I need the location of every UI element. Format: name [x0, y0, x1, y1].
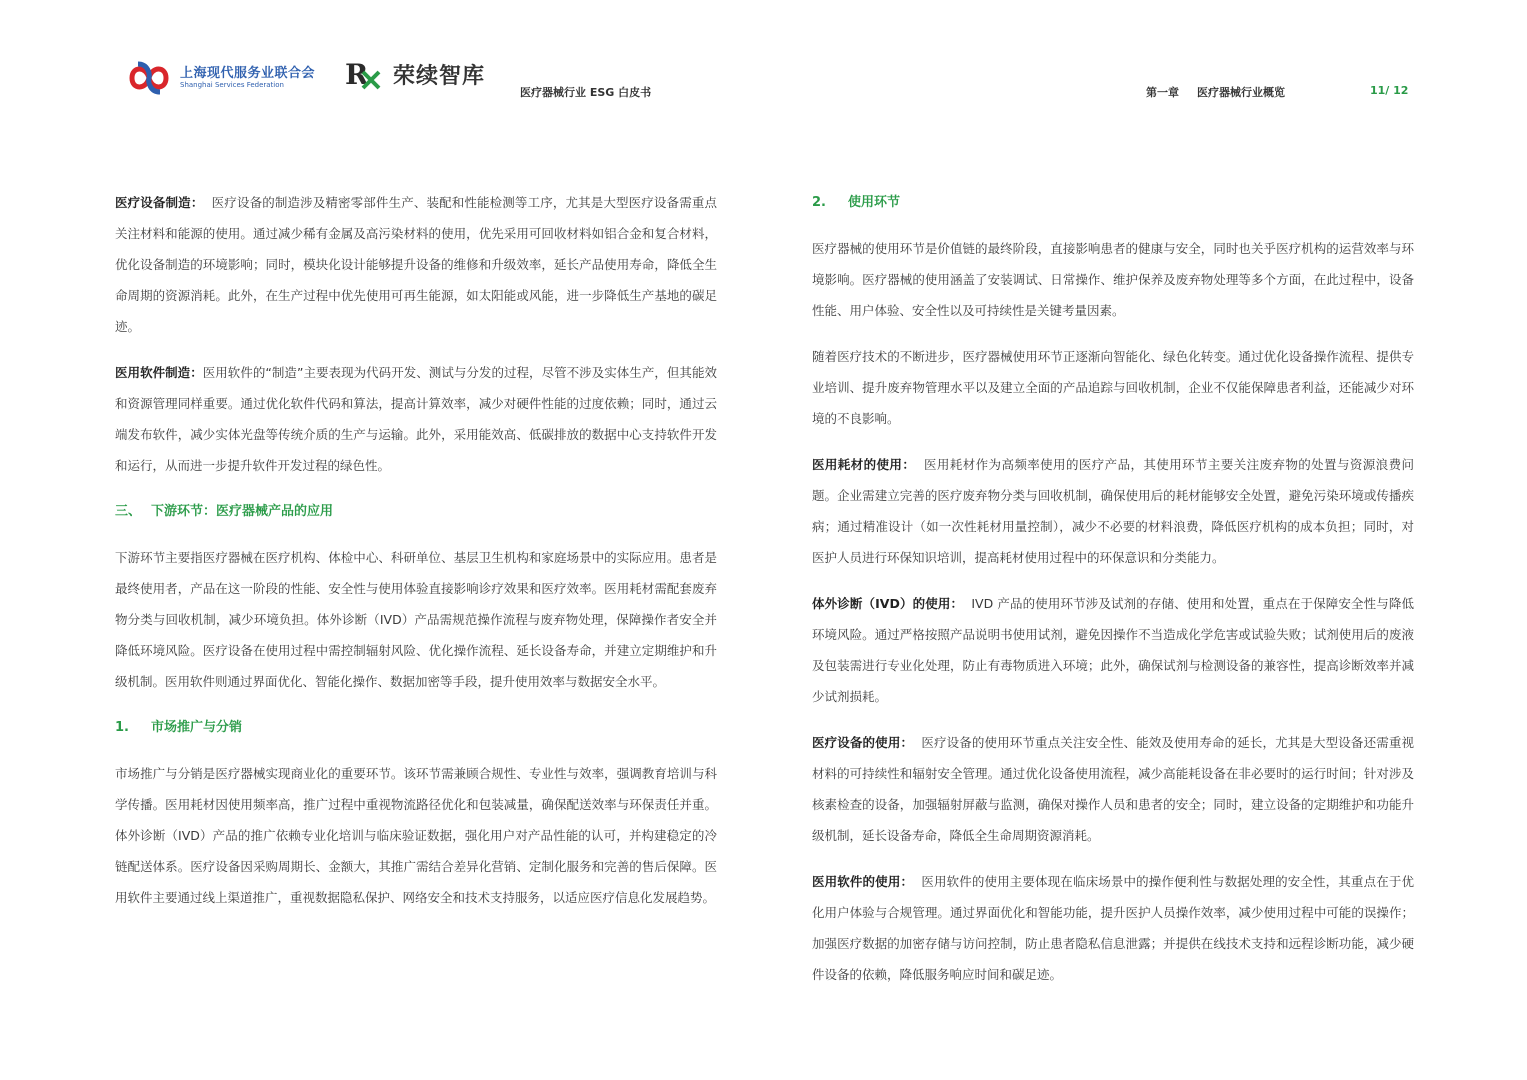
chapter-number: 第一章 — [1146, 86, 1179, 99]
section-heading-marketing — [115, 712, 717, 743]
paragraph-marketing — [115, 758, 717, 913]
think-tank-name: 荣续智库 — [393, 62, 486, 89]
heading-number: 三、 — [115, 504, 142, 519]
paragraph-text: 下游环节主要指医疗器械在医疗机构、体检中心、科研单位、基层卫生机构和家庭场景中的实际应用。患者是最终使用者，产品在这一阶段的性能、安全性与使用体验直接影响诊疗效果和医疗效率。医用耗材需配套废弃物分类与回收机制，减少环境负担。体外诊断（IVD）产品需规范操作流程与废弃物处理，保障操作者安全并降低环境风险。医疗设备在使用过程中需控制辐射风险、优化操作流程、延长设备寿命，并建立定期维护和升级机制。医用软件则通过界面优化、智能化操作、数据加密等手段，提升使用效率与数据安全水平。 — [115, 550, 717, 689]
left-column — [115, 187, 717, 928]
heading-number: 2. — [812, 195, 826, 210]
federation-name-en: Shanghai Services Federation — [180, 81, 284, 89]
paragraph-text: 医用软件的使用主要体现在临床场景中的操作便利性与数据处理的安全性，其重点在于优化用户体验与合规管理。通过界面优化和智能功能，提升医护人员操作效率，减少使用过程中可能的误操作；加强医疗数据的加密存储与访问控制，防止患者隐私信息泄露；并提供在线技术支持和远程诊断功能，减少硬件设备的依赖，降低服务响应时间和碳足迹。 — [812, 874, 1414, 982]
svg-text:R: R — [345, 58, 369, 90]
document-title: 医疗器械行业 ESG 白皮书 — [520, 86, 652, 99]
paragraph-label: 医用耗材的使用： — [812, 457, 916, 472]
rx-logo-icon — [345, 58, 383, 90]
paragraph-text: 医疗器械的使用环节是价值链的最终阶段，直接影响患者的健康与安全，同时也关乎医疗机构的运营效率与环境影响。医疗器械的使用涵盖了安装调试、日常操作、维护保养及废弃物处理等多个方面，在此过程中，设备性能、用户体验、安全性以及可持续性是关键考量因素。 — [812, 241, 1414, 318]
page-header — [0, 0, 1527, 120]
heading-text: 下游环节：医疗器械产品的应用 — [151, 504, 334, 519]
paragraph-software-manufacturing — [115, 357, 717, 481]
page-number: 11/ 12 — [1370, 84, 1409, 97]
paragraph-label: 医疗设备制造： — [115, 195, 204, 210]
federation-logo-icon — [126, 60, 172, 96]
paragraph-label: 医用软件制造： — [115, 365, 203, 380]
paragraph-usage-trend — [812, 341, 1414, 434]
paragraph-label: 医用软件的使用： — [812, 874, 914, 889]
paragraph-text: 随着医疗技术的不断进步，医疗器械使用环节正逐渐向智能化、绿色化转变。通过优化设备操作流程、提供专业培训、提升废弃物管理水平以及建立全面的产品追踪与回收机制，企业不仅能保障患者利益，还能减少对环境的不良影响。 — [812, 349, 1414, 426]
paragraph-text: 医疗设备的制造涉及精密零部件生产、装配和性能检测等工序，尤其是大型医疗设备需重点关注材料和能源的使用。通过减少稀有金属及高污染材料的使用，优先采用可回收材料如铝合金和复合材料，优化设备制造的环境影响；同时，模块化设计能够提升设备的维修和升级效率，延长产品使用寿命，降低全生命周期的资源消耗。此外，在生产过程中优先使用可再生能源，如太阳能或风能，进一步降低生产基地的碳足迹。 — [115, 195, 717, 334]
paragraph-text: 医用软件的“制造”主要表现为代码开发、测试与分发的过程，尽管不涉及实体生产，但其能效和资源管理同样重要。通过优化软件代码和算法，提高计算效率，减少对硬件性能的过度依赖；同时，通过云端发布软件，减少实体光盘等传统介质的生产与运输。此外，采用能效高、低碳排放的数据中心支持软件开发和运行，从而进一步提升软件开发过程的绿色性。 — [115, 365, 717, 473]
paragraph-label: 体外诊断（IVD）的使用： — [812, 596, 964, 611]
heading-text: 市场推广与分销 — [151, 720, 243, 735]
right-column — [812, 187, 1414, 1005]
paragraph-label: 医疗设备的使用： — [812, 735, 914, 750]
section-heading-downstream — [115, 496, 717, 527]
paragraph-downstream — [115, 542, 717, 697]
paragraph-ivd-usage — [812, 588, 1414, 712]
section-heading-usage — [812, 187, 1414, 218]
paragraph-device-usage — [812, 727, 1414, 851]
paragraph-usage-intro — [812, 233, 1414, 326]
paragraph-consumables-usage — [812, 449, 1414, 573]
think-tank-logo — [345, 58, 485, 90]
chapter-label — [1146, 84, 1285, 100]
paragraph-text: 市场推广与分销是医疗器械实现商业化的重要环节。该环节需兼顾合规性、专业性与效率，强调教育培训与科学传播。医用耗材因使用频率高，推广过程中重视物流路径优化和包装减量，确保配送效率与环保责任并重。体外诊断（IVD）产品的推广依赖专业化培训与临床验证数据，强化用户对产品性能的认可，并构建稳定的冷链配送体系。医疗设备因采购周期长、金额大，其推广需结合差异化营销、定制化服务和完善的售后保障。医用软件主要通过线上渠道推广，重视数据隐私保护、网络安全和技术支持服务，以适应医疗信息化发展趋势。 — [115, 766, 717, 905]
chapter-title: 医疗器械行业概览 — [1197, 86, 1285, 99]
paragraph-text: 医疗设备的使用环节重点关注安全性、能效及使用寿命的延长，尤其是大型设备还需重视材料的可持续性和辐射安全管理。通过优化设备使用流程，减少高能耗设备在非必要时的运行时间；针对涉及核素检查的设备，加强辐射屏蔽与监测，确保对操作人员和患者的安全；同时，建立设备的定期维护和功能升级机制，延长设备寿命，降低全生命周期资源消耗。 — [812, 735, 1414, 843]
heading-text: 使用环节 — [848, 195, 901, 210]
paragraph-device-manufacturing — [115, 187, 717, 342]
paragraph-software-usage — [812, 866, 1414, 990]
paragraph-text: 医用耗材作为高频率使用的医疗产品，其使用环节主要关注废弃物的处置与资源浪费问题。企业需建立完善的医疗废弃物分类与回收机制，确保使用后的耗材能够安全处置，避免污染环境或传播疾病；通过精准设计（如一次性耗材用量控制），减少不必要的材料浪费，降低医疗机构的成本负担；同时，对医护人员进行环保知识培训，提高耗材使用过程中的环保意识和分类能力。 — [812, 457, 1414, 565]
heading-number: 1. — [115, 720, 129, 735]
federation-name-cn: 上海现代服务业联合会 — [180, 66, 316, 81]
paragraph-text: IVD 产品的使用环节涉及试剂的存储、使用和处置，重点在于保障安全性与降低环境风险。通过严格按照产品说明书使用试剂，避免因操作不当造成化学危害或试验失败；试剂使用后的废液及包装需进行专业化处理，防止有毒物质进入环境；此外，确保试剂与检测设备的兼容性，提高诊断效率并减少试剂损耗。 — [812, 596, 1415, 704]
federation-logo — [126, 60, 315, 96]
